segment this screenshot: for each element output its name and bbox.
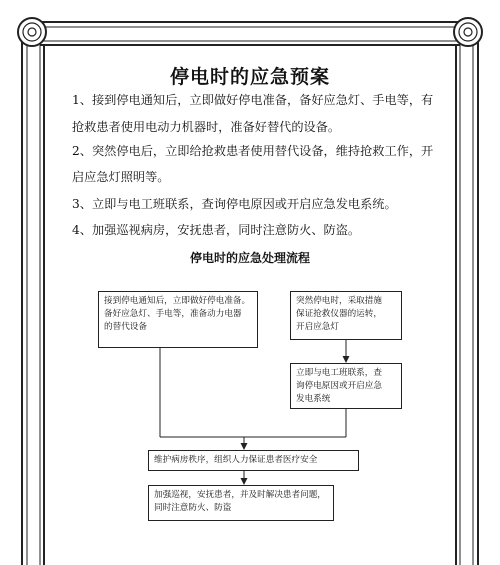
paragraph-line: 抢救患者使用电动力机器时，准备好替代的设备。 bbox=[72, 120, 341, 134]
flowchart-title: 停电时的应急处理流程 bbox=[189, 251, 310, 265]
corner-ornament-left bbox=[18, 18, 46, 46]
flow-box-line: 开启应急灯 bbox=[296, 322, 339, 332]
paragraph-line: 3、立即与电工班联系，查询停电原因或开启应急发电系统。 bbox=[72, 197, 397, 211]
flow-box-patrol bbox=[148, 485, 334, 521]
flow-box-line: 的替代设备 bbox=[104, 322, 147, 332]
paragraph-line: 4、加强巡视病房，安抚患者，同时注意防火、防盗。 bbox=[72, 223, 361, 237]
flow-box-line: 备好应急灯、手电等，准备动力电器 bbox=[104, 309, 242, 319]
flow-box-notice bbox=[98, 291, 258, 348]
corner-ornament-right bbox=[454, 18, 482, 46]
flow-box-line: 发电系统 bbox=[296, 394, 331, 404]
paragraph-line: 2、突然停电后，立即给抢救患者使用替代设备，维持抢救工作，开 bbox=[72, 144, 434, 158]
flow-box-maintain-order bbox=[148, 450, 359, 471]
flow-box-line: 询停电原因或开启应急 bbox=[296, 381, 382, 391]
flow-box-contact-electrician bbox=[290, 363, 402, 409]
paragraph-line: 启应急灯照明等。 bbox=[72, 170, 170, 184]
flow-box-line: 加强巡视，安抚患者，并及时解决患者问题， bbox=[154, 490, 326, 500]
flow-box-line: 突然停电时，采取措施 bbox=[296, 296, 382, 306]
flow-box-line: 维护病房秩序，组织人力保证患者医疗安全 bbox=[154, 455, 318, 465]
flow-box-line: 接到停电通知后，立即做好停电准备。 bbox=[104, 296, 251, 306]
flow-box-line: 同时注意防火、防盗 bbox=[154, 503, 232, 513]
flow-box-line: 立即与电工班联系，查 bbox=[296, 368, 382, 378]
flow-box-sudden-outage bbox=[290, 291, 402, 340]
document-title: 停电时的应急预案 bbox=[169, 66, 330, 88]
flow-box-line: 保证抢救仪器的运转， bbox=[296, 309, 382, 319]
paragraph-line: 1、接到停电通知后，立即做好停电准备，备好应急灯、手电等，有 bbox=[72, 93, 434, 107]
